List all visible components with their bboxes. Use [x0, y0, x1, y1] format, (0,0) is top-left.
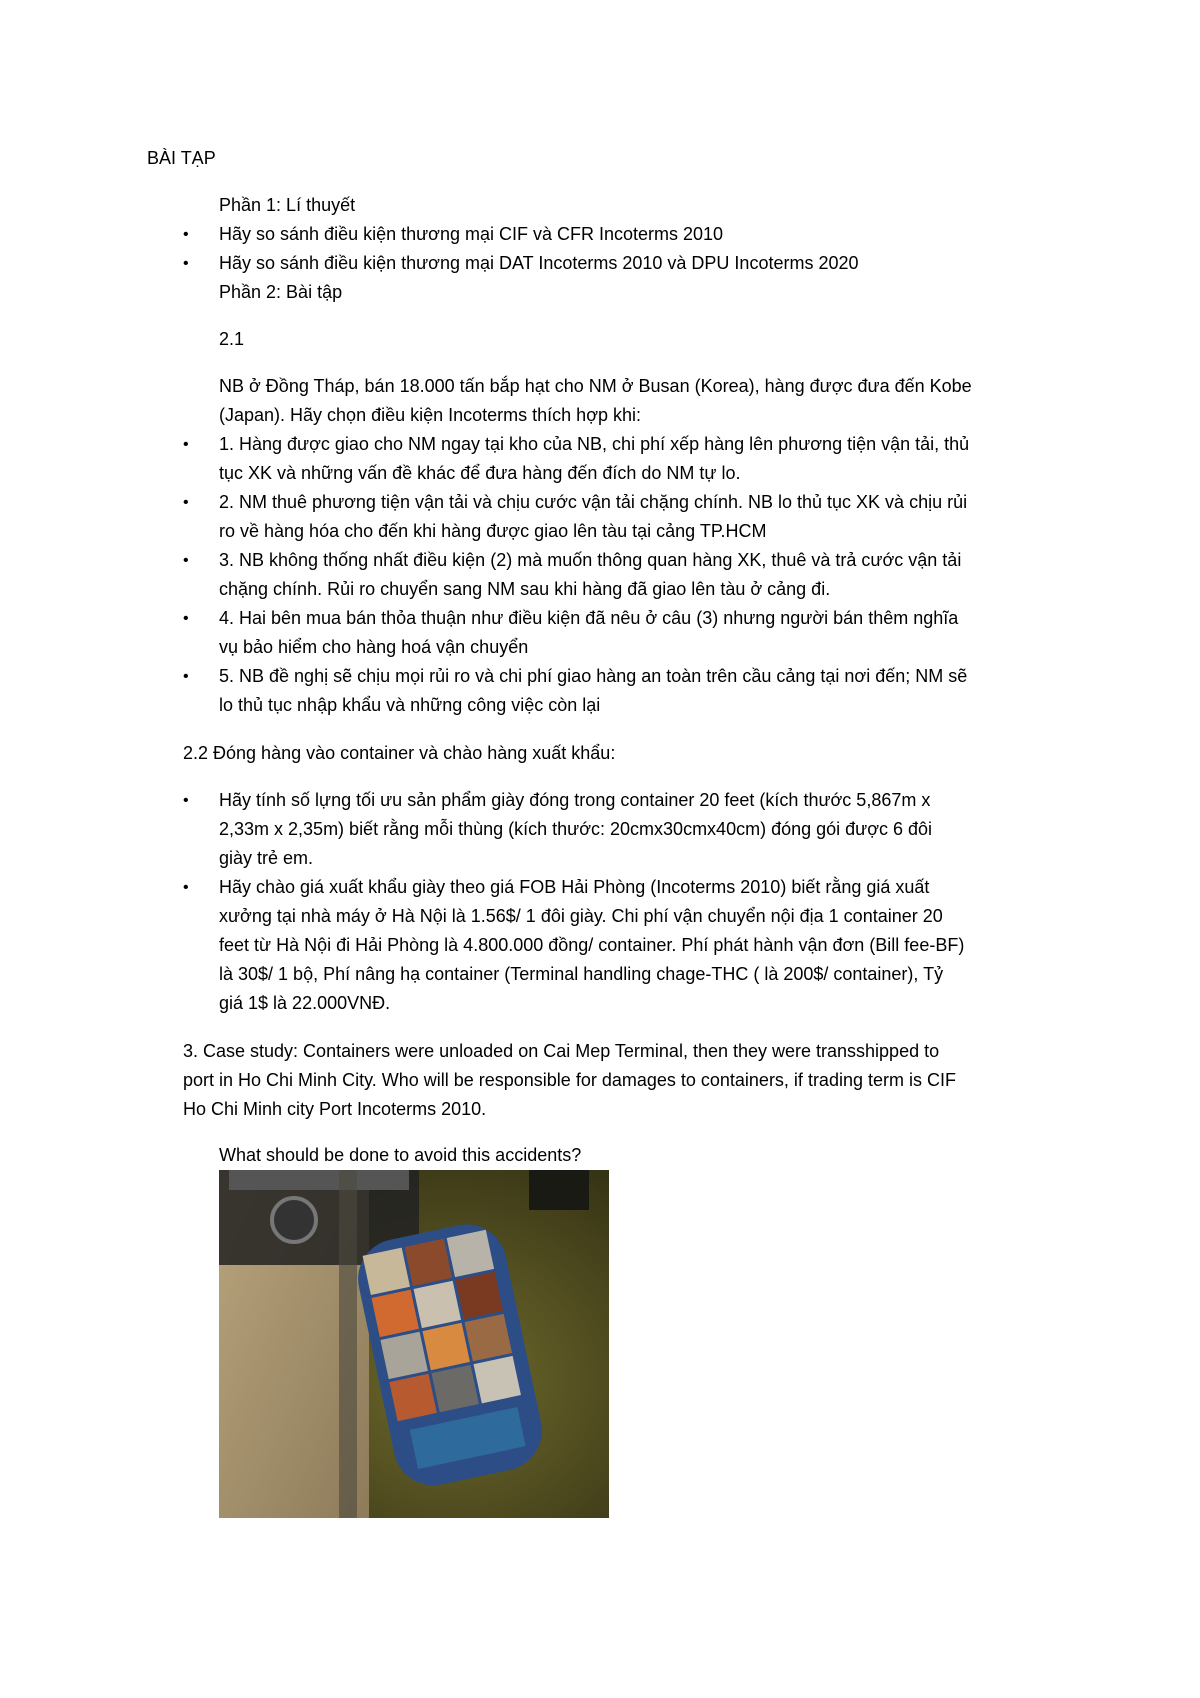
section-2-1-item-line: 2. NM thuê phương tiện vận tải và chịu cước vận tải chặng chính. NB lo thủ tục XK và chịu rủi — [219, 492, 968, 512]
bullet-icon: • — [183, 879, 189, 896]
bullet-icon: • — [183, 610, 189, 627]
section-2-2-item-line: Hãy chào giá xuất khẩu giày theo giá FOB Hải Phòng (Incoterms 2010) biết rằng giá xuất — [219, 877, 930, 897]
bullet-icon: • — [183, 792, 189, 809]
section-2-1-title: 2.1 — [219, 329, 245, 349]
section-2-1-item-line: lo thủ tục nhập khẩu và những công việc còn lại — [219, 695, 601, 715]
part1-heading: Phần 1: Lí thuyết — [219, 195, 356, 215]
section-2-2-item-line: 2,33m x 2,35m) biết rằng mỗi thùng (kích thước: 20cmx30cmx40cm) đóng gói được 6 đôi — [219, 819, 933, 839]
container-ship-image — [219, 1170, 609, 1518]
bullet-icon: • — [183, 226, 189, 243]
case-study-line: 3. Case study: Containers were unloaded on Cai Mep Terminal, then they were transshipped to — [183, 1041, 940, 1061]
container-ship-photo — [219, 1170, 609, 1518]
bullet-icon: • — [183, 494, 189, 511]
case-study-line: Ho Chi Minh city Port Incoterms 2010. — [183, 1099, 487, 1119]
document-title: BÀI TẠP — [147, 148, 216, 168]
section-2-1-item-line: chặng chính. Rủi ro chuyển sang NM sau khi hàng đã giao lên tàu ở cảng đi. — [219, 579, 831, 599]
bullet-icon: • — [183, 255, 189, 272]
bullet-icon: • — [183, 436, 189, 453]
part1-item: Hãy so sánh điều kiện thương mại CIF và CFR Incoterms 2010 — [219, 224, 724, 244]
section-2-2-item-line: giá 1$ là 22.000VNĐ. — [219, 993, 391, 1013]
case-study-question: What should be done to avoid this accidents? — [219, 1145, 582, 1165]
section-2-1-item-line: 5. NB đề nghị sẽ chịu mọi rủi ro và chi phí giao hàng an toàn trên cầu cảng tại nơi đến; NM sẽ — [219, 666, 968, 686]
section-2-2-item-line: xưởng tại nhà máy ở Hà Nội là 1.56$/ 1 đôi giày. Chi phí vận chuyển nội địa 1 container 20 — [219, 906, 943, 926]
section-2-1-intro-line: (Japan). Hãy chọn điều kiện Incoterms thích hợp khi: — [219, 405, 642, 425]
section-2-1-intro-line: NB ở Đồng Tháp, bán 18.000 tấn bắp hạt cho NM ở Busan (Korea), hàng được đưa đến Kobe — [219, 376, 972, 396]
section-2-1-item-line: ro về hàng hóa cho đến khi hàng được giao lên tàu tại cảng TP.HCM — [219, 521, 767, 541]
bullet-icon: • — [183, 552, 189, 569]
case-study-line: port in Ho Chi Minh City. Who will be responsible for damages to containers, if trading term is CIF — [183, 1070, 956, 1090]
section-2-2-item-line: feet từ Hà Nội đi Hải Phòng là 4.800.000 đồng/ container. Phí phát hành vận đơn (Bill fee-BF) — [219, 935, 965, 955]
part1-item: Hãy so sánh điều kiện thương mại DAT Incoterms 2010 và DPU Incoterms 2020 — [219, 253, 859, 273]
section-2-1-item-line: 1. Hàng được giao cho NM ngay tại kho của NB, chi phí xếp hàng lên phương tiện vận tải, thủ — [219, 434, 970, 454]
section-2-1-item-line: tục XK và những vấn đề khác để đưa hàng đến đích do NM tự lo. — [219, 463, 741, 483]
section-2-2-item-line: giày trẻ em. — [219, 848, 314, 868]
section-2-2-item-line: Hãy tính số lựng tối ưu sản phẩm giày đóng trong container 20 feet (kích thước 5,867m x — [219, 790, 931, 810]
section-2-2-item-line: là 30$/ 1 bộ, Phí nâng hạ container (Terminal handling chage-THC ( là 200$/ container), Tỷ — [219, 964, 944, 984]
section-2-1-item-line: vụ bảo hiểm cho hàng hoá vận chuyển — [219, 637, 529, 657]
bullet-icon: • — [183, 668, 189, 685]
section-2-1-item-line: 3. NB không thống nhất điều kiện (2) mà muốn thông quan hàng XK, thuê và trả cước vận tải — [219, 550, 962, 570]
section-2-2-title: 2.2 Đóng hàng vào container và chào hàng xuất khẩu: — [183, 743, 616, 763]
section-2-1-item-line: 4. Hai bên mua bán thỏa thuận như điều kiện đã nêu ở câu (3) nhưng người bán thêm nghĩa — [219, 608, 959, 628]
part2-heading: Phần 2: Bài tập — [219, 282, 343, 302]
